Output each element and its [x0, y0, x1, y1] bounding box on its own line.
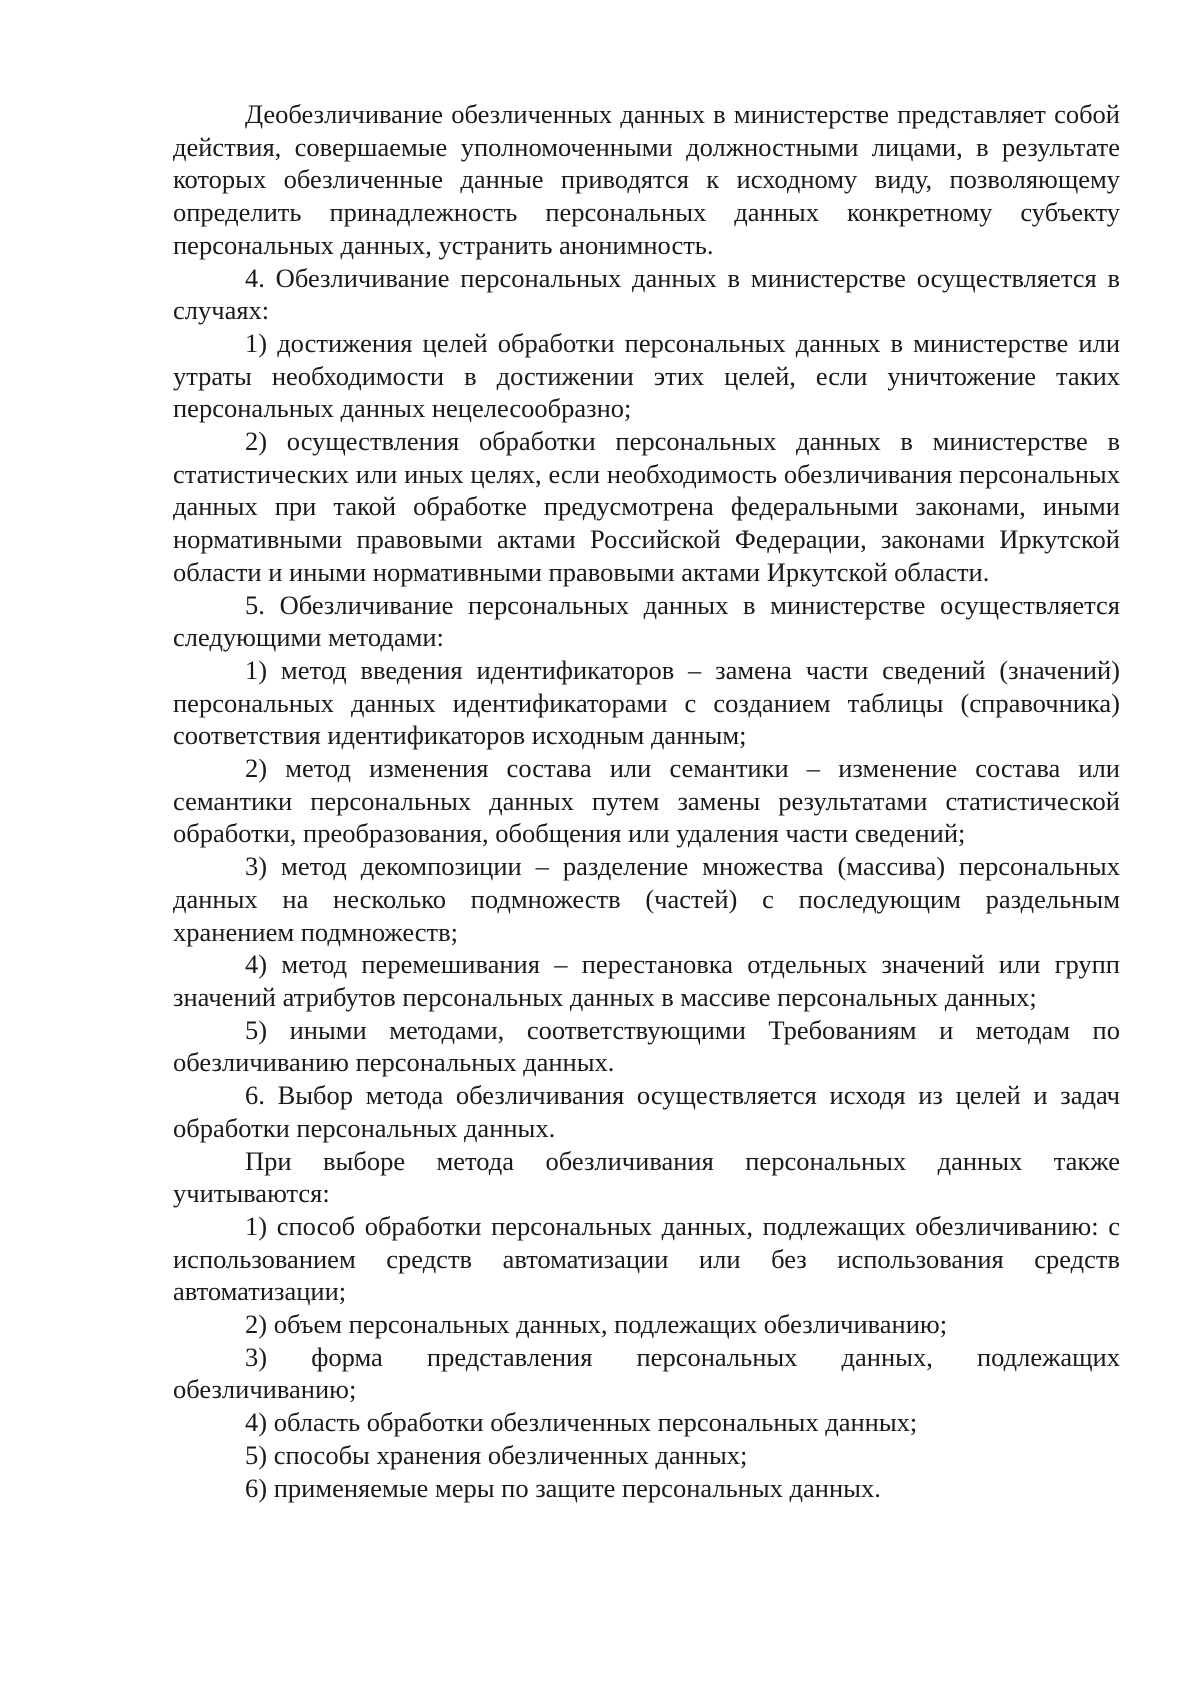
paragraph-method-2: 2) метод изменения состава или семантики – изменение состава или семантики персональных данных путем замены результатами статистической обработки, преобразования, обобщения или удаления части сведений;: [173, 753, 1120, 849]
paragraph-method-5: 5) иными методами, соответствующими Требованиям и методам по обезличиванию персональных данных.: [173, 1014, 1120, 1078]
paragraph-criterion-6: 6) применяемые меры по защите персональных данных.: [245, 1472, 881, 1503]
paragraph-case-1: 1) достижения целей обработки персональных данных в министерстве или утраты необходимости в достижении этих целей, если уничтожение таких персональных данных нецелесообразно;: [173, 327, 1120, 424]
paragraph-deanonymization-definition: Деобезличивание обезличенных данных в министерстве представляет собой действия, совершаемые уполномоченными должностными лицами, в результате которых обезличенные данные приводятся к исходному виду, позволяющему определить принадлежность персональных данных конкретному субъекту персональных данных, устранить анонимность.: [173, 99, 1120, 260]
paragraph-method-4: 4) метод перемешивания – перестановка отдельных значений или групп значений атрибутов персональных данных в массиве персональных данных;: [173, 949, 1120, 1012]
paragraph-method-1: 1) метод введения идентификаторов – замена части сведений (значений) персональных данных идентификаторами с созданием таблицы (справочника) соответствия идентификаторов исходным данным;: [173, 654, 1120, 751]
paragraph-section-5: 5. Обезличивание персональных данных в министерстве осуществляется следующими методами:: [173, 589, 1120, 653]
paragraph-method-3: 3) метод декомпозиции – разделение множества (массива) персональных данных на несколько подмножеств (частей) с последующим раздельным хранением подмножеств;: [173, 851, 1120, 947]
paragraph-criterion-1: 1) способ обработки персональных данных, подлежащих обезличиванию: с использованием средств автоматизации или без использования средств автоматизации;: [173, 1210, 1120, 1307]
paragraph-criterion-2: 2) объем персональных данных, подлежащих обезличиванию;: [245, 1309, 948, 1340]
paragraph-criterion-4: 4) область обработки обезличенных персональных данных;: [245, 1407, 918, 1438]
paragraph-selection-criteria: При выборе метода обезличивания персональных данных также учитываются:: [173, 1145, 1120, 1209]
document-body: [173, 98, 1120, 1504]
paragraph-section-4: 4. Обезличивание персональных данных в министерстве осуществляется в случаях:: [173, 262, 1120, 326]
paragraph-criterion-3: 3) форма представления персональных данных, подлежащих обезличиванию;: [173, 1341, 1120, 1405]
paragraph-section-6: 6. Выбор метода обезличивания осуществляется исходя из целей и задач обработки персональных данных.: [173, 1080, 1120, 1143]
paragraph-criterion-5: 5) способы хранения обезличенных данных;: [245, 1439, 748, 1470]
paragraph-case-2: 2) осуществления обработки персональных данных в министерстве в статистических или иных целях, если необходимость обезличивания персональных данных при такой обработке предусмотрена федеральными законами, иными нормативными правовыми актами Российской Федерации, законами Иркутской области и иными нормативными правовыми актами Иркутской области.: [173, 426, 1120, 587]
